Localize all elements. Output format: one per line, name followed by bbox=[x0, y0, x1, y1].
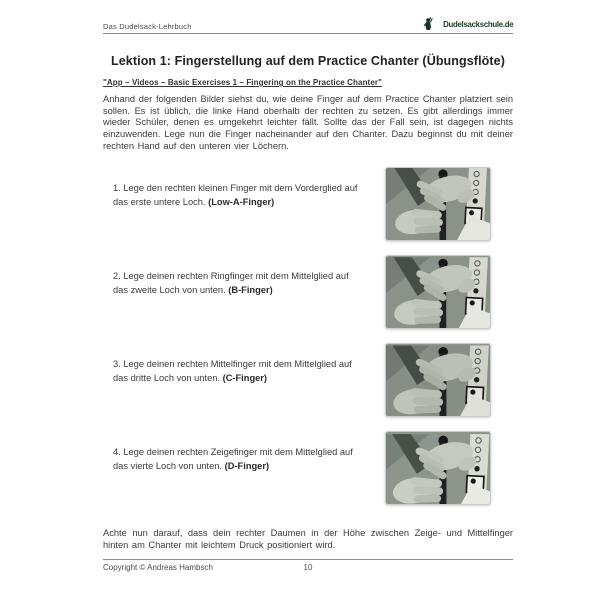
finger-name: (D-Finger) bbox=[224, 460, 270, 471]
brand-name: Dudelsackschule.de bbox=[442, 19, 513, 29]
step-instruction: 4. Lege deinen rechten Zeigefinger mit dem Mittelglied auf das vierte Loch von unten. bbox=[113, 447, 353, 471]
hands-on-practice-chanter-photo bbox=[385, 343, 491, 417]
step-instruction: 2. Lege deinen rechten Ringfinger mit dem Mittelglied auf das zweite Loch von unten. bbox=[113, 271, 349, 295]
step-text bbox=[103, 167, 365, 241]
brand-logo bbox=[423, 17, 513, 31]
book-title: Das Dudelsack-Lehrbuch bbox=[103, 22, 192, 31]
finger-name: (B-Finger) bbox=[228, 284, 273, 295]
step-item-2 bbox=[103, 255, 513, 329]
hands-on-practice-chanter-photo bbox=[385, 431, 491, 505]
step-instruction: 1. Lege den rechten kleinen Finger mit dem Vorderglied auf das erste untere Loch. bbox=[113, 183, 358, 207]
copyright-text: Copyright © Andreas Hambsch bbox=[103, 563, 213, 572]
steps-list bbox=[103, 167, 513, 519]
thumb-note-paragraph: Achte nun darauf, dass dein rechter Daumen in der Höhe zwischen Zeige- und Mittelfinger hinten am Chanter mit leichtem Druck positioniert wird. bbox=[103, 528, 513, 550]
page-header bbox=[103, 18, 513, 34]
page-number: 10 bbox=[303, 563, 313, 572]
app-reference: "App – Videos – Basic Exercises 1 – Fingering on the Practice Chanter" bbox=[103, 78, 382, 87]
step-instruction: 3. Lege deinen rechten Mittelfinger mit dem Mittelglied auf das dritte Loch von unten. bbox=[113, 359, 352, 383]
lesson-title: Lektion 1: Fingerstellung auf dem Practice Chanter (Übungsflöte) bbox=[111, 54, 505, 68]
step-item-3 bbox=[103, 343, 513, 417]
page-footer bbox=[103, 559, 513, 572]
step-item-4 bbox=[103, 431, 513, 505]
finger-name: (C-Finger) bbox=[222, 372, 268, 383]
step-text bbox=[103, 255, 365, 329]
finger-name: (Low-A-Finger) bbox=[208, 196, 275, 207]
intro-paragraph: Anhand der folgenden Bilder siehst du, wie deine Finger auf dem Practice Chanter platziert sein sollen. Es ist üblich, die linke Hand oberhalb der rechten zu setzen. Es gibt allerdings immer wieder Schüler, denen es umgekehrt leichter fällt. Sollte das der Fall sein, ist dagegen nichts einzuwenden. Lege nun die Finger nacheinander auf den Chanter. Dazu beginnst du mit deiner rechten Hand auf den unteren vier Löchern. bbox=[103, 94, 513, 151]
step-item-1 bbox=[103, 167, 513, 241]
hands-on-practice-chanter-photo bbox=[385, 167, 491, 241]
step-text bbox=[103, 431, 365, 505]
step-text bbox=[103, 343, 365, 417]
hands-on-practice-chanter-photo bbox=[385, 255, 491, 329]
bagpiper-icon bbox=[423, 17, 434, 31]
